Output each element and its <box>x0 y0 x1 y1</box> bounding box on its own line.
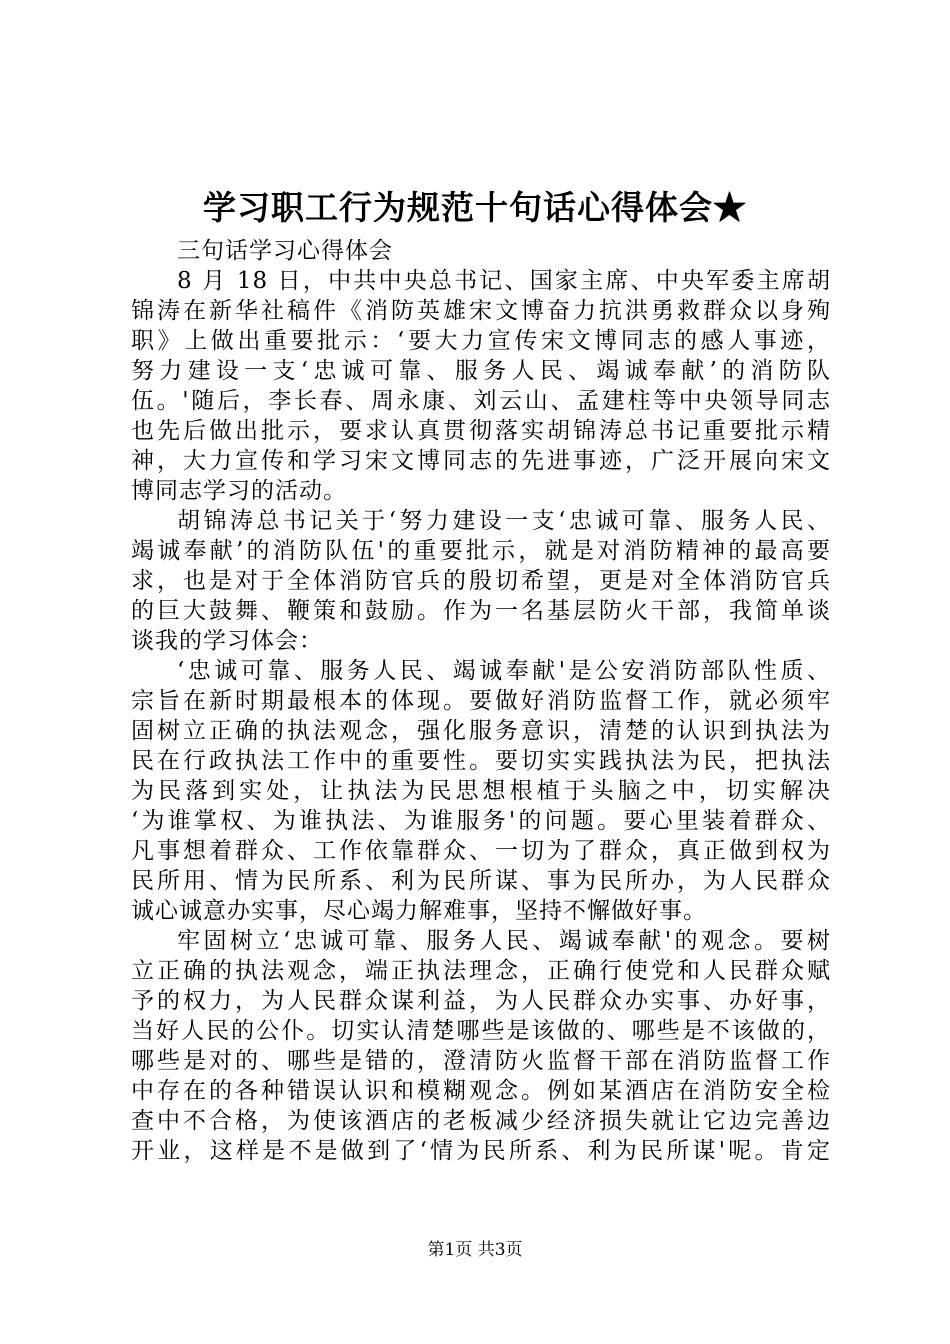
body-line: 查中不合格，为使该酒店的老板减少经济损失就让它边完善边 <box>131 1108 831 1134</box>
body-line: 的巨大鼓舞、鞭策和鼓励。作为一名基层防火干部，我简单谈 <box>131 598 831 624</box>
body-line: 凡事想着群众、工作依靠群众、一切为了群众，真正做到权为 <box>131 838 831 864</box>
body-line: 牢固树立‘忠诚可靠、服务人民、竭诚奉献'的观念。要树 <box>177 928 831 954</box>
page-footer: 第1页 共3页 <box>427 1240 523 1260</box>
body-line: 固树立正确的执法观念，强化服务意识，清楚的认识到执法为 <box>131 718 831 744</box>
document-body <box>131 236 831 1166</box>
document-title: 学习职工行为规范十句话心得体会★ <box>203 188 747 227</box>
body-line: 哪些是对的、哪些是错的，澄清防火监督干部在消防监督工作 <box>131 1048 831 1074</box>
body-line: 职》上做出重要批示：‘要大力宣传宋文博同志的感人事迹， <box>131 328 831 354</box>
body-line: ‘为谁掌权、为谁执法、为谁服务'的问题。要心里装着群众、 <box>131 808 831 834</box>
body-line: 锦涛在新华社稿件《消防英雄宋文博奋力抗洪勇救群众以身殉 <box>131 298 831 324</box>
body-line: 开业，这样是不是做到了‘情为民所系、利为民所谋'呢。肯定 <box>131 1138 831 1164</box>
body-line: 伍。'随后，李长春、周永康、刘云山、孟建柱等中央领导同志 <box>131 388 831 414</box>
body-line: 诚心诚意办实事，尽心竭力解难事，坚持不懈做好事。 <box>131 898 707 924</box>
body-line: 8 月 18 日，中共中央总书记、国家主席、中央军委主席胡 <box>177 268 831 294</box>
body-line: 立正确的执法观念，端正执法理念，正确行使党和人民群众赋 <box>131 958 831 984</box>
body-line: 博同志学习的活动。 <box>131 478 347 504</box>
body-line: 予的权力，为人民群众谋利益，为人民群众办实事、办好事， <box>131 988 831 1014</box>
body-line: 求，也是对于全体消防官兵的殷切希望，更是对全体消防官兵 <box>131 568 831 594</box>
body-line: 当好人民的公仆。切实认清楚哪些是该做的、哪些是不该做的， <box>131 1018 831 1044</box>
body-line: 中存在的各种错误认识和模糊观念。例如某酒店在消防安全检 <box>131 1078 831 1104</box>
body-line: 努力建设一支‘忠诚可靠、服务人民、竭诚奉献’的消防队 <box>131 358 831 384</box>
body-line: 谈我的学习体会： <box>131 628 323 654</box>
body-line: 神，大力宣传和学习宋文博同志的先进事迹，广泛开展向宋文 <box>131 448 831 474</box>
body-line: 民所用、情为民所系、利为民所谋、事为民所办，为人民群众 <box>131 868 831 894</box>
body-line: 三句话学习心得体会 <box>177 238 393 264</box>
body-line: 胡锦涛总书记关于‘努力建设一支‘忠诚可靠、服务人民、 <box>177 508 831 534</box>
body-line: 宗旨在新时期最根本的体现。要做好消防监督工作，就必须牢 <box>131 688 831 714</box>
body-line: 民在行政执法工作中的重要性。要切实实践执法为民，把执法 <box>131 748 831 774</box>
body-line: 为民落到实处，让执法为民思想根植于头脑之中，切实解决 <box>131 778 831 804</box>
body-line: 竭诚奉献’的消防队伍'的重要批示，就是对消防精神的最高要 <box>131 538 831 564</box>
body-line: 也先后做出批示，要求认真贯彻落实胡锦涛总书记重要批示精 <box>131 418 831 444</box>
body-line: ‘忠诚可靠、服务人民、竭诚奉献'是公安消防部队性质、 <box>177 658 831 684</box>
